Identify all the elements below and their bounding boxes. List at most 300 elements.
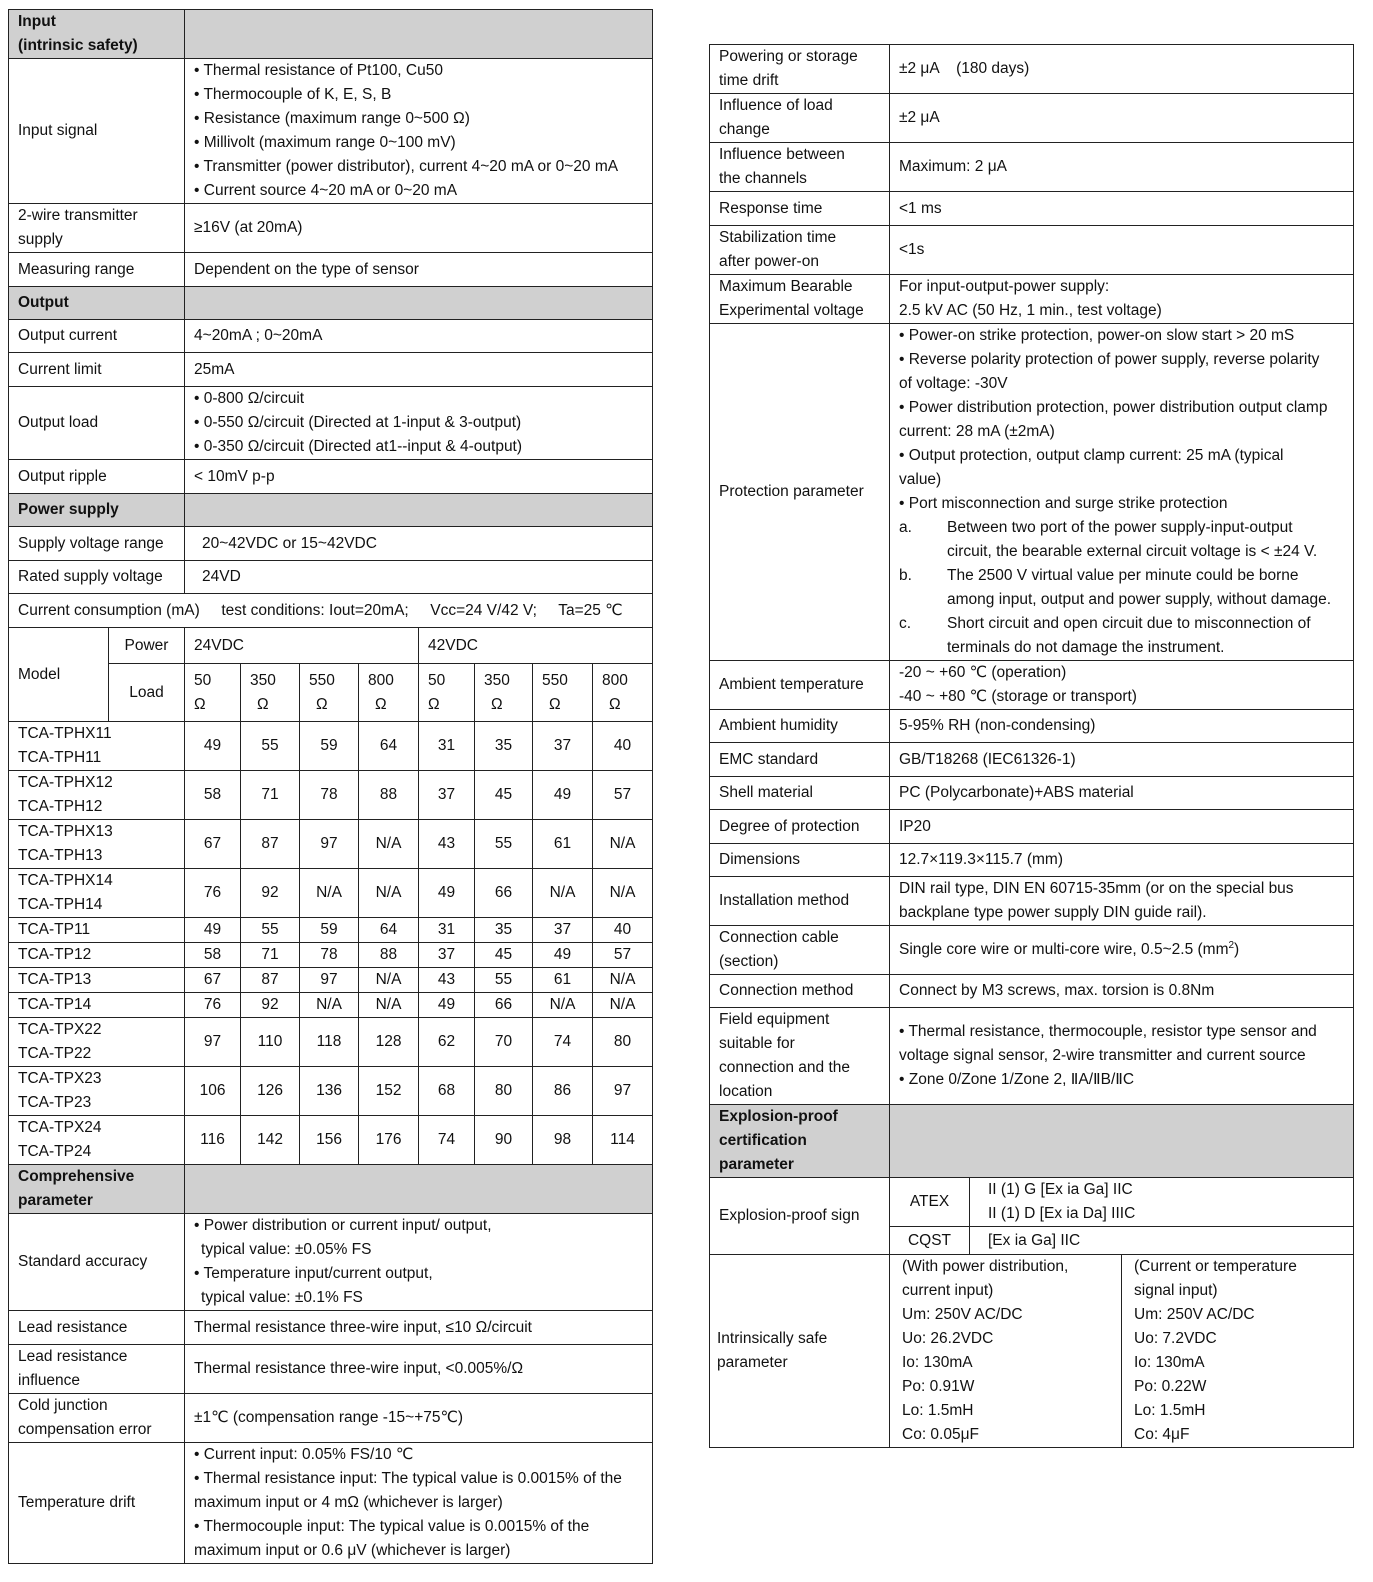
row-label: Dimensions: [710, 844, 890, 877]
table-row: [9, 820, 653, 869]
value-cell: 88: [359, 943, 419, 968]
model-cell: TCA-TP11: [9, 918, 185, 943]
section-title: Comprehensive: [18, 1168, 135, 1185]
label-line: location: [719, 1083, 773, 1100]
load-value: 800: [602, 671, 628, 689]
row-value: Thermal resistance three-wire input, <0.005%/Ω: [185, 1345, 653, 1394]
value-line: For input-output-power supply:: [899, 278, 1110, 295]
value-cell: 43: [419, 968, 475, 993]
model-name: TCA-TPH11: [18, 749, 102, 766]
value-line: backplane type power supply DIN guide rail).: [899, 904, 1207, 921]
label-line: supply: [18, 231, 63, 248]
row-value: ±1℃ (compensation range -15~+75℃): [185, 1394, 653, 1443]
atex-row: [710, 1178, 1354, 1227]
value-cell: 67: [185, 820, 241, 869]
value-cell: 70: [475, 1018, 533, 1067]
value-cell: 87: [241, 968, 300, 993]
sub-key: a.: [899, 519, 912, 536]
row-label: [710, 226, 890, 275]
load-header: Load: [109, 664, 185, 722]
label-line: 2-wire transmitter: [18, 207, 138, 224]
value-cell: 45: [475, 943, 533, 968]
label-line: Stabilization time: [719, 229, 837, 246]
value-line: signal input): [1134, 1282, 1218, 1299]
voltage-range-row: [9, 527, 653, 561]
row-value: GB/T18268 (IEC61326-1): [890, 743, 1354, 777]
model-cell: [9, 771, 185, 820]
value-line: Uo: 7.2VDC: [1134, 1330, 1217, 1347]
cqst-value: [Ex ia Ga] IIC: [970, 1227, 1354, 1255]
value-cell: 49: [533, 771, 593, 820]
value-cell: 110: [241, 1018, 300, 1067]
label-line: suitable for: [719, 1035, 795, 1052]
value-cell: 49: [533, 943, 593, 968]
current-consumption-row: [9, 594, 653, 628]
temperature-drift-row: [9, 1443, 653, 1564]
value-line: typical value: ±0.1% FS: [201, 1289, 363, 1306]
consumption-conditions: test conditions: Iout=20mA; Vcc=24 V/42 V; Ta=25 ℃: [221, 601, 623, 619]
value-cell: N/A: [300, 993, 359, 1018]
section-title: Power supply: [9, 494, 185, 527]
value-cell: 61: [533, 968, 593, 993]
spec-row: [710, 844, 1354, 877]
model-cell: [9, 1116, 185, 1165]
value-cell: 67: [185, 968, 241, 993]
value-cell: N/A: [533, 993, 593, 1018]
row-label: [710, 94, 890, 143]
row-label: [710, 275, 890, 324]
row-value: <1s: [890, 226, 1354, 275]
bearable-voltage-row: [710, 275, 1354, 324]
model-cell: [9, 1018, 185, 1067]
value-cell: 37: [533, 722, 593, 771]
load-value: 550: [542, 671, 568, 689]
label-line: time drift: [719, 72, 779, 89]
label-line: Powering or storage: [719, 48, 858, 65]
value-cell: 128: [359, 1018, 419, 1067]
is-column-1: [890, 1255, 1122, 1448]
sub-line: Between two port of the power supply-input-output: [947, 519, 1293, 536]
sub-line: among input, output and power supply, without damage.: [947, 591, 1332, 608]
value-cell: 49: [185, 918, 241, 943]
spec-row: [710, 777, 1354, 810]
model-cell: TCA-TP12: [9, 943, 185, 968]
load-value: 800: [368, 671, 394, 689]
table-row: [9, 869, 653, 918]
value-cell: 76: [185, 869, 241, 918]
model-name: TCA-TPHX14: [18, 872, 113, 889]
cold-junction-row: [9, 1394, 653, 1443]
section-title: parameter: [18, 1192, 93, 1209]
value-line: II (1) D [Ex ia Da] IIIC: [988, 1205, 1136, 1222]
installation-row: [710, 877, 1354, 926]
load-value: 50: [428, 671, 446, 689]
row-label: Protection parameter: [710, 324, 890, 661]
value-line: current input): [902, 1282, 994, 1299]
measuring-range-row: [9, 253, 653, 287]
spec-row: [710, 94, 1354, 143]
row-value: ±2 μA: [890, 94, 1354, 143]
value-line: • Zone 0/Zone 1/Zone 2, ⅡA/ⅡB/ⅡC: [899, 1071, 1135, 1088]
row-label: Explosion-proof sign: [710, 1178, 890, 1255]
row-value: [890, 324, 1354, 661]
value-cell: 37: [419, 943, 475, 968]
row-label: [9, 1345, 185, 1394]
load-cell: [475, 664, 533, 722]
ohm-unit: Ω: [316, 695, 328, 713]
bullet: • Thermocouple of K, E, S, B: [194, 86, 392, 103]
ohm-unit: Ω: [375, 695, 387, 713]
value-line: -40 ~ +80 ℃ (storage or transport): [899, 688, 1137, 705]
sub-line: The 2500 V virtual value per minute could be borne: [947, 567, 1299, 584]
tx-supply-row: [9, 204, 653, 253]
load-value: 50: [194, 671, 212, 689]
intrinsic-safety-row: [710, 1255, 1354, 1448]
value-cell: N/A: [359, 820, 419, 869]
value-cell: 57: [593, 771, 653, 820]
sub-key: b.: [899, 567, 912, 584]
model-name: TCA-TPHX13: [18, 823, 113, 840]
value-line: • Output protection, output clamp current: 25 mA (typical: [899, 447, 1284, 464]
value-cell: 90: [475, 1116, 533, 1165]
table-row: [9, 1116, 653, 1165]
ohm-unit: Ω: [609, 695, 621, 713]
row-label: [9, 1394, 185, 1443]
value-line: -20 ~ +60 ℃ (operation): [899, 664, 1067, 681]
sub-line: Short circuit and open circuit due to misconnection of: [947, 615, 1311, 632]
is-column-2: [1122, 1255, 1354, 1448]
load-cell: [359, 664, 419, 722]
section-title: certification: [719, 1132, 807, 1149]
value-cell: 114: [593, 1116, 653, 1165]
value-line: Um: 250V AC/DC: [1134, 1306, 1255, 1323]
row-value: Thermal resistance three-wire input, ≤10 Ω/circuit: [185, 1311, 653, 1345]
section-title: Output: [9, 287, 185, 320]
label-line: influence: [18, 1372, 81, 1389]
label-line: Intrinsically safe: [717, 1330, 828, 1347]
ohm-unit: Ω: [549, 695, 561, 713]
value-line: Po: 0.91W: [902, 1378, 975, 1395]
spec-row: [710, 192, 1354, 226]
value-cell: 80: [593, 1018, 653, 1067]
row-label: Rated supply voltage: [9, 561, 185, 594]
bullet: • Resistance (maximum range 0~500 Ω): [194, 110, 470, 127]
value-cell: N/A: [533, 869, 593, 918]
model-cell: [9, 1067, 185, 1116]
section-title: Input: [18, 13, 56, 30]
value-line: voltage signal sensor, 2-wire transmitter and current source: [899, 1047, 1306, 1064]
model-name: TCA-TP24: [18, 1143, 92, 1160]
model-cell: TCA-TP13: [9, 968, 185, 993]
row-value: Connect by M3 screws, max. torsion is 0.8Nm: [890, 975, 1354, 1008]
value-cell: 74: [419, 1116, 475, 1165]
value-line: • Power distribution protection, power distribution output clamp: [899, 399, 1328, 416]
ambient-temperature-row: [710, 661, 1354, 710]
value-cell: 76: [185, 993, 241, 1018]
row-label: Standard accuracy: [9, 1214, 185, 1311]
explosion-section-header: [710, 1105, 1354, 1178]
connection-cable-row: [710, 926, 1354, 975]
value-cell: 37: [419, 771, 475, 820]
table-row: [9, 1067, 653, 1116]
output-current-row: [9, 320, 653, 353]
comprehensive-section-header: [9, 1165, 653, 1214]
row-label: EMC standard: [710, 743, 890, 777]
value-cell: 61: [533, 820, 593, 869]
right-spec-table: [709, 44, 1354, 1448]
value-cell: 116: [185, 1116, 241, 1165]
cqst-label: CQST: [890, 1227, 970, 1255]
current-limit-row: [9, 353, 653, 387]
value-cell: 136: [300, 1067, 359, 1116]
spec-row: [710, 143, 1354, 192]
model-name: TCA-TPH13: [18, 847, 103, 864]
row-label: Output load: [9, 387, 185, 460]
label-line: Connection cable: [719, 929, 839, 946]
consumption-label: Current consumption (mA): [18, 601, 200, 619]
row-value: Maximum: 2 μA: [890, 143, 1354, 192]
row-value: PC (Polycarbonate)+ABS material: [890, 777, 1354, 810]
value-cell: 35: [475, 722, 533, 771]
value-cell: 59: [300, 722, 359, 771]
value-cell: 74: [533, 1018, 593, 1067]
row-value: ±2 μA (180 days): [890, 45, 1354, 94]
spec-row: [710, 810, 1354, 844]
load-value: 350: [250, 671, 276, 689]
value-cell: 92: [241, 993, 300, 1018]
table-row: [9, 722, 653, 771]
model-cell: [9, 722, 185, 771]
row-label: Lead resistance: [9, 1311, 185, 1345]
row-label: Shell material: [710, 777, 890, 810]
value-cell: 71: [241, 943, 300, 968]
value-cell: 35: [475, 918, 533, 943]
bullet: • 0-550 Ω/circuit (Directed at 1-input & 3-output): [194, 414, 522, 431]
label-line: compensation error: [18, 1421, 152, 1438]
value-cell: 71: [241, 771, 300, 820]
bullet: • Transmitter (power distributor), current 4~20 mA or 0~20 mA: [194, 158, 619, 175]
value-cell: 37: [533, 918, 593, 943]
value-cell: 40: [593, 722, 653, 771]
rated-voltage-row: [9, 561, 653, 594]
value-cell: 59: [300, 918, 359, 943]
section-subtitle: (intrinsic safety): [18, 37, 138, 54]
value-cell: 55: [475, 820, 533, 869]
value-line: • Temperature input/current output,: [194, 1265, 433, 1282]
value-cell: 64: [359, 722, 419, 771]
value-line: • Power distribution or current input/ output,: [194, 1217, 492, 1234]
atex-label: ATEX: [890, 1178, 970, 1227]
value-cell: 57: [593, 943, 653, 968]
consumption-header: [9, 594, 653, 628]
superscript: 2: [1228, 939, 1235, 951]
lead-influence-row: [9, 1345, 653, 1394]
table-row: [9, 968, 653, 993]
spec-row: [710, 45, 1354, 94]
value-cell: 176: [359, 1116, 419, 1165]
row-value: 25mA: [185, 353, 653, 387]
label-line: parameter: [717, 1354, 788, 1371]
value-cell: 156: [300, 1116, 359, 1165]
power-header: Power: [109, 628, 185, 664]
value-cell: N/A: [593, 968, 653, 993]
power-section-header: [9, 494, 653, 527]
value-cell: 49: [419, 869, 475, 918]
bullet: • Millivolt (maximum range 0~100 mV): [194, 134, 456, 151]
value-cell: 92: [241, 869, 300, 918]
row-value: [185, 1214, 653, 1311]
value-cell: 66: [475, 993, 533, 1018]
model-header: Model: [9, 628, 109, 722]
row-label: Output ripple: [9, 460, 185, 494]
label-line: Cold junction: [18, 1397, 108, 1414]
atex-value: [970, 1178, 1354, 1227]
value-cell: 40: [593, 918, 653, 943]
output-section-header: [9, 287, 653, 320]
row-value: ≥16V (at 20mA): [185, 204, 653, 253]
spec-row: [710, 710, 1354, 743]
model-cell: [9, 820, 185, 869]
value-line: (Current or temperature: [1134, 1258, 1297, 1275]
consumption-head-row-1: [9, 628, 653, 664]
value-cell: 78: [300, 771, 359, 820]
row-label: Ambient temperature: [710, 661, 890, 710]
load-value: 550: [309, 671, 335, 689]
value-line: • Thermal resistance, thermocouple, resistor type sensor and: [899, 1023, 1317, 1040]
value-cell: 31: [419, 722, 475, 771]
label-line: (section): [719, 953, 779, 970]
value-cell: 88: [359, 771, 419, 820]
row-label: Input signal: [9, 59, 185, 204]
value-cell: 152: [359, 1067, 419, 1116]
ohm-unit: Ω: [194, 695, 206, 713]
value-cell: 97: [593, 1067, 653, 1116]
row-label: Response time: [710, 192, 890, 226]
value-cell: 106: [185, 1067, 241, 1116]
label-line: the channels: [719, 170, 807, 187]
label-line: Field equipment: [719, 1011, 830, 1028]
row-label: [710, 1008, 890, 1105]
value-line: value): [899, 471, 942, 488]
lead-resistance-row: [9, 1311, 653, 1345]
row-value: [890, 877, 1354, 926]
row-value: 5-95% RH (non-condensing): [890, 710, 1354, 743]
value-line: • Port misconnection and surge strike protection: [899, 495, 1228, 512]
output-ripple-row: [9, 460, 653, 494]
value-cell: 43: [419, 820, 475, 869]
sub-line: circuit, the bearable external circuit voltage is < ±24 V.: [947, 543, 1318, 560]
value-line: Uo: 26.2VDC: [902, 1330, 994, 1347]
value-line: II (1) G [Ex ia Ga] IIC: [988, 1181, 1133, 1198]
value-line: • Current input: 0.05% FS/10 ℃: [194, 1446, 414, 1463]
bullet: • 0-800 Ω/circuit: [194, 390, 305, 407]
label-line: Influence between: [719, 146, 845, 163]
row-value: [890, 926, 1354, 975]
model-cell: TCA-TP14: [9, 993, 185, 1018]
label-line: Experimental voltage: [719, 302, 864, 319]
model-name: TCA-TPHX12: [18, 774, 113, 791]
value-line: Po: 0.22W: [1134, 1378, 1207, 1395]
row-label: Supply voltage range: [9, 527, 185, 561]
value-line: maximum input or 0.6 μV (whichever is larger): [194, 1542, 511, 1559]
value-line: Io: 130mA: [902, 1354, 973, 1371]
bullet: • 0-350 Ω/circuit (Directed at1--input & 4-output): [194, 438, 523, 455]
value-line: Lo: 1.5mH: [1134, 1402, 1206, 1419]
row-label: Degree of protection: [710, 810, 890, 844]
value-cell: 142: [241, 1116, 300, 1165]
ohm-unit: Ω: [491, 695, 503, 713]
row-label: Ambient humidity: [710, 710, 890, 743]
value-line: Io: 130mA: [1134, 1354, 1205, 1371]
value-cell: 97: [300, 820, 359, 869]
value-line: maximum input or 4 mΩ (whichever is larger): [194, 1494, 503, 1511]
value-cell: 58: [185, 771, 241, 820]
row-label: [710, 143, 890, 192]
row-label: [9, 204, 185, 253]
row-label: Output current: [9, 320, 185, 353]
table-row: [9, 918, 653, 943]
value-text: ): [1234, 941, 1240, 958]
value-line: Co: 4μF: [1134, 1426, 1190, 1443]
output-load-row: [9, 387, 653, 460]
row-value: [185, 387, 653, 460]
value-line: typical value: ±0.05% FS: [201, 1241, 372, 1258]
value-line: Lo: 1.5mH: [902, 1402, 974, 1419]
v24-header: 24VDC: [185, 628, 419, 664]
value-cell: 86: [533, 1067, 593, 1116]
row-label: Current limit: [9, 353, 185, 387]
row-value: 12.7×119.3×115.7 (mm): [890, 844, 1354, 877]
v42-header: 42VDC: [419, 628, 653, 664]
value-cell: 64: [359, 918, 419, 943]
spec-row: [710, 743, 1354, 777]
table-row: [9, 943, 653, 968]
row-value: [890, 1008, 1354, 1105]
table-row: [9, 1018, 653, 1067]
row-value: <1 ms: [890, 192, 1354, 226]
row-label: Connection method: [710, 975, 890, 1008]
value-cell: 126: [241, 1067, 300, 1116]
row-value: IP20: [890, 810, 1354, 844]
value-cell: N/A: [359, 968, 419, 993]
value-cell: 58: [185, 943, 241, 968]
bullet: • Current source 4~20 mA or 0~20 mA: [194, 182, 458, 199]
row-label: Installation method: [710, 877, 890, 926]
value-cell: 68: [419, 1067, 475, 1116]
load-cell: [241, 664, 300, 722]
row-label: [710, 1255, 890, 1448]
value-line: • Thermal resistance input: The typical value is 0.0015% of the: [194, 1470, 622, 1487]
row-value: [185, 59, 653, 204]
value-text: Single core wire or multi-core wire, 0.5~2.5 (mm: [899, 941, 1229, 958]
value-cell: 80: [475, 1067, 533, 1116]
input-signal-row: [9, 59, 653, 204]
row-label: Measuring range: [9, 253, 185, 287]
value-cell: 55: [241, 722, 300, 771]
label-line: change: [719, 121, 770, 138]
value-line: (With power distribution,: [902, 1258, 1069, 1275]
label-line: Maximum Bearable: [719, 278, 853, 295]
model-cell: [9, 869, 185, 918]
field-equipment-row: [710, 1008, 1354, 1105]
connection-method-row: [710, 975, 1354, 1008]
model-name: TCA-TP22: [18, 1045, 92, 1062]
ohm-unit: Ω: [257, 695, 269, 713]
label-line: Lead resistance: [18, 1348, 128, 1365]
value-cell: N/A: [359, 993, 419, 1018]
value-cell: 118: [300, 1018, 359, 1067]
load-cell: [593, 664, 653, 722]
